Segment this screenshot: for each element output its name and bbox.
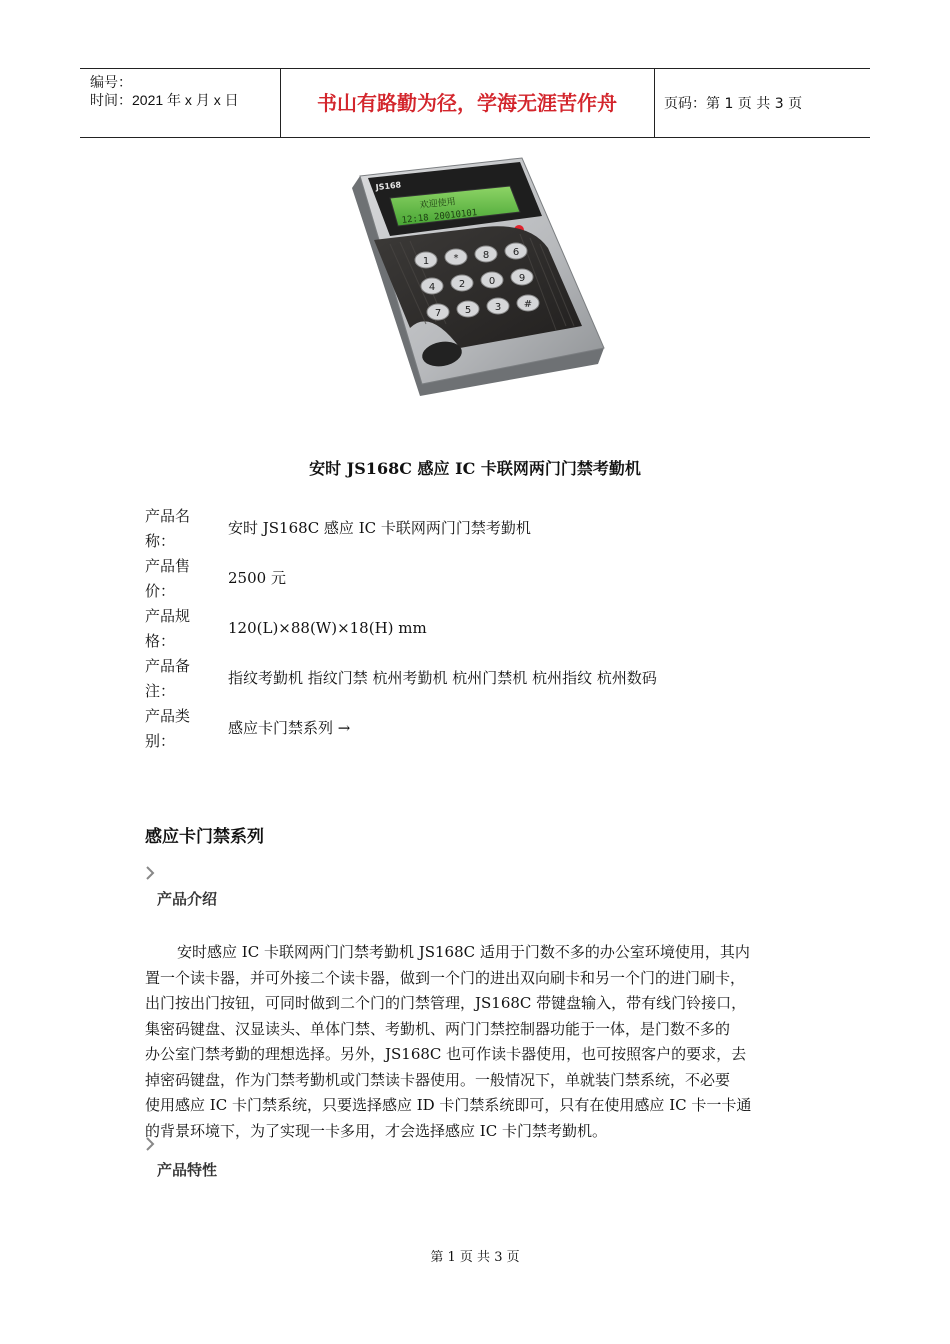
spec-row-price <box>145 554 845 604</box>
features-heading: 产品特性 <box>157 1161 218 1179</box>
chevron-right-icon <box>145 1137 155 1151</box>
spec-row-size <box>145 604 845 654</box>
header-divider <box>654 69 655 137</box>
keypad-key-label: 1 <box>422 256 430 267</box>
spec-value: 安时 JS168C 感应 IC 卡联网两门门禁考勤机 <box>228 519 531 537</box>
keypad-key[interactable] <box>505 243 527 259</box>
intro-line: 掉密码键盘，作为门禁考勤机或门禁读卡器使用。一般情况下，单就装门禁系统，不必要 <box>145 1070 731 1089</box>
keypad-key-label: 4 <box>428 282 436 293</box>
intro-paragraph <box>145 940 805 1144</box>
spec-value: 2500 元 <box>228 569 286 587</box>
keypad-key-label: * <box>453 253 459 264</box>
spec-row-name <box>145 504 845 554</box>
device-image <box>330 148 620 408</box>
intro-line: 办公室门禁考勤的理想选择。另外，JS168C 也可作读卡器使用，也可按照客户的要求，去 <box>145 1045 747 1063</box>
intro-line: 的背景环境下，为了实现一卡多用，才会选择感应 IC 卡门禁考勤机。 <box>145 1121 607 1140</box>
spec-key: 产品售价： <box>145 557 191 600</box>
spec-key: 产品备注： <box>145 657 191 700</box>
keypad-key-label: 0 <box>488 276 496 287</box>
spec-key: 产品规格： <box>145 607 191 650</box>
lcd-line-1: 欢迎使用 <box>419 197 457 211</box>
keypad-key-label: 9 <box>518 273 526 284</box>
spec-row-notes <box>145 654 845 704</box>
header-meta <box>80 69 280 137</box>
device-brand: JS168 <box>375 180 402 192</box>
keypad-key-label: 8 <box>482 250 490 261</box>
intro-line: 置一个读卡器，并可外接二个读卡器，做到一个门的进出双向刷卡和另一个门的进门刷卡， <box>145 968 746 987</box>
intro-line: 使用感应 IC 卡门禁系统，只要选择感应 ID 卡门禁系统即可，只有在使用感应 IC 卡一卡通 <box>145 1096 752 1114</box>
keypad-key[interactable] <box>427 304 449 320</box>
intro-line: 出门按出门按钮，可同时做到二个门的门禁管理，JS168C 带键盘输入，带有线门铃接口， <box>145 994 747 1012</box>
intro-heading: 产品介绍 <box>157 890 218 908</box>
keypad-key[interactable] <box>517 295 539 311</box>
page-footer: 第 1 页 共 3 页 <box>430 1250 520 1265</box>
section-title: 感应卡门禁系列 <box>145 827 264 847</box>
keypad-key[interactable] <box>511 269 533 285</box>
keypad-key[interactable] <box>415 252 437 268</box>
keypad-key-label: 2 <box>458 279 466 290</box>
keypad-key[interactable] <box>481 272 503 288</box>
spec-key: 产品类别： <box>145 707 191 750</box>
header-motto: 书山有路勤为径，学海无涯苦作舟 <box>317 91 617 115</box>
keypad-key[interactable] <box>475 246 497 262</box>
keypad-key-label: 6 <box>512 247 520 258</box>
product-title: 安时 JS168C 感应 IC 卡联网两门门禁考勤机 <box>309 459 641 478</box>
number-label: 编号： <box>90 74 132 90</box>
header-page-info: 页码：第 1 页 共 3 页 <box>664 96 803 112</box>
spec-value-link[interactable]: 感应卡门禁系列 → <box>228 719 351 737</box>
keypad-key-label: 7 <box>434 308 442 319</box>
chevron-right-icon <box>145 866 155 880</box>
keypad-key[interactable] <box>487 298 509 314</box>
keypad-key[interactable] <box>451 275 473 291</box>
spec-value: 120(L)×88(W)×18(H) mm <box>228 619 427 637</box>
page-header <box>80 68 870 138</box>
keypad-key[interactable] <box>457 301 479 317</box>
keypad-key[interactable] <box>445 249 467 265</box>
spec-key: 产品名称： <box>145 507 191 550</box>
date-line: 时间：2021 年 x 月 x 日 <box>90 92 239 108</box>
spec-row-category <box>145 704 845 754</box>
keypad-key-label: # <box>523 299 533 310</box>
keypad-key-label: 3 <box>494 302 502 313</box>
intro-line: 集密码键盘、汉显读头、单体门禁、考勤机、两门门禁控制器功能于一体，是门数不多的 <box>145 1019 731 1038</box>
keypad-key-label: 5 <box>464 305 472 316</box>
keypad-key[interactable] <box>421 278 443 294</box>
spec-value: 指纹考勤机 指纹门禁 杭州考勤机 杭州门禁机 杭州指纹 杭州数码 <box>228 669 657 687</box>
lcd-line-2: 12:18 20010101 <box>401 208 478 226</box>
intro-line: 安时感应 IC 卡联网两门门禁考勤机 JS168C 适用于门数不多的办公室环境使用，其内 <box>177 943 750 961</box>
